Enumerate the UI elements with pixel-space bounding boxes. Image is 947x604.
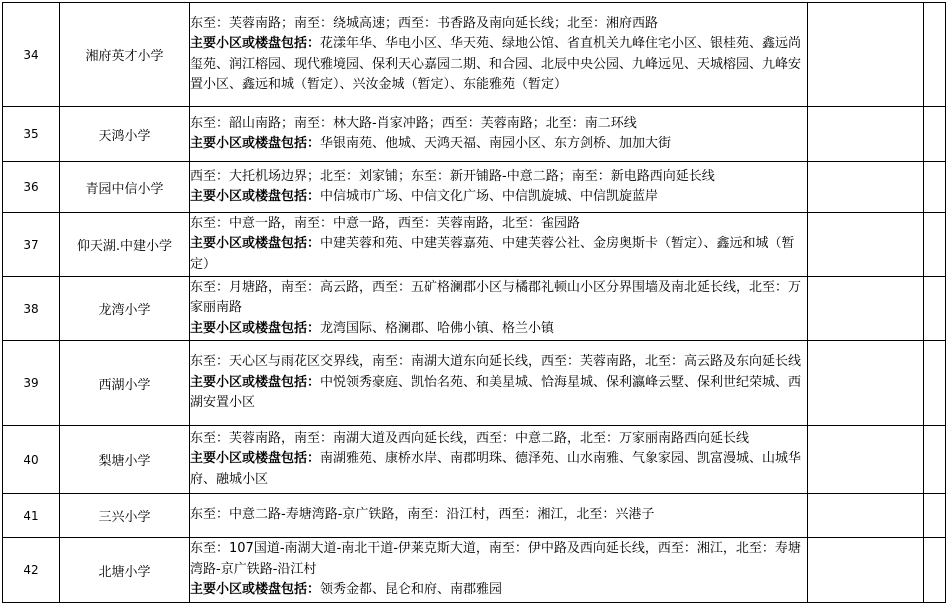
communities-label: 主要小区或楼盘包括： (190, 451, 321, 467)
row-number: 38 (3, 277, 60, 341)
district-description (190, 162, 808, 213)
empty-cell (924, 107, 946, 162)
empty-cell (808, 538, 924, 603)
communities-label: 主要小区或楼盘包括： (190, 136, 321, 151)
communities-label: 主要小区或楼盘包括： (190, 236, 321, 252)
row-number: 40 (3, 426, 60, 494)
table-row (3, 277, 946, 341)
communities-text: 华银南苑、他城、天鸿天福、南园小区、东方剑桥、加加大街 (320, 136, 672, 151)
table-row (3, 426, 946, 494)
communities-label: 主要小区或楼盘包括： (190, 189, 321, 204)
empty-cell (924, 341, 946, 426)
empty-cell (808, 341, 924, 426)
communities-text: 南湖雅苑、康桥水岸、南郡明珠、德泽苑、山水南雅、气象家园、凯富漫城、山城华府、融城小区 (190, 451, 802, 487)
district-description (190, 538, 808, 603)
row-number: 34 (3, 3, 60, 107)
empty-cell (808, 277, 924, 341)
communities-label: 主要小区或楼盘包括： (190, 374, 321, 390)
communities-label: 主要小区或楼盘包括： (190, 582, 321, 598)
empty-cell (924, 162, 946, 213)
row-number: 35 (3, 107, 60, 162)
school-name: 仰天湖.中建小学 (60, 213, 190, 277)
school-name: 天鸿小学 (60, 107, 190, 162)
empty-cell (808, 162, 924, 213)
table-row (3, 162, 946, 213)
boundary-text: 东至：中意一路，南至：中意一路，西至：芙蓉南路，北至：雀园路 (190, 215, 581, 231)
empty-cell (924, 538, 946, 603)
school-name: 三兴小学 (60, 494, 190, 538)
communities-label: 主要小区或楼盘包括： (190, 36, 321, 51)
boundary-text: 东至：韶山南路；南至：林大路-肖家冲路；西至：芙蓉南路；北至：南二环线 (190, 115, 637, 131)
table-row (3, 213, 946, 277)
row-number: 39 (3, 341, 60, 426)
table-row (3, 341, 946, 426)
school-name: 梨塘小学 (60, 426, 190, 494)
boundary-text: 东至：芙蓉南路；南至：绕城高速；西至：书香路及南向延长线；北至：湘府西路 (190, 15, 659, 31)
boundary-text: 东至：中意二路-寿塘湾路-京广铁路，南至：沿江村，西至：湘江，北至：兴港子 (190, 507, 655, 523)
district-description (190, 277, 808, 341)
empty-cell (924, 3, 946, 107)
communities-text: 中悦领秀豪庭、凯怡名苑、和美星城、恰海星城、保利瀛峰云墅、保利世纪荣城、西湖安置小区 (190, 374, 802, 411)
row-number: 41 (3, 494, 60, 538)
row-number: 42 (3, 538, 60, 603)
boundary-text: 西至：大托机场边界；北至：刘家铺；东至：新开铺路-中意二路；南至：新电路西向延长线 (190, 168, 715, 184)
boundary-text: 东至：月塘路，南至：高云路，西至：五矿格澜郡小区与橘郡礼顿山小区分界围墙及南北延长线，北至：万家丽南路 (190, 279, 802, 316)
empty-cell (924, 426, 946, 494)
school-name: 湘府英才小学 (60, 3, 190, 107)
district-description (190, 341, 808, 426)
district-description (190, 3, 808, 107)
district-description (190, 107, 808, 162)
empty-cell (808, 426, 924, 494)
communities-text: 领秀金都、昆仑和府、南郡雅园 (320, 582, 503, 598)
school-name: 龙湾小学 (60, 277, 190, 341)
communities-text: 龙湾国际、格澜郡、哈佛小镇、格兰小镇 (320, 320, 555, 336)
district-description (190, 494, 808, 538)
district-description (190, 213, 808, 277)
table-row (3, 494, 946, 538)
school-name: 青园中信小学 (60, 162, 190, 213)
empty-cell (808, 494, 924, 538)
table-row (3, 107, 946, 162)
empty-cell (924, 277, 946, 341)
communities-text: 中建芙蓉和苑、中建芙蓉嘉苑、中建芙蓉公社、金房奥斯卡（暂定）、鑫远和城（暂定） (190, 236, 795, 272)
boundary-text: 东至：芙蓉南路，南至：南湖大道及西向延长线，西至：中意二路，北至：万家丽南路西向延长线 (190, 430, 750, 446)
school-name: 北塘小学 (60, 538, 190, 603)
empty-cell (808, 213, 924, 277)
row-number: 37 (3, 213, 60, 277)
communities-label: 主要小区或楼盘包括： (190, 320, 321, 336)
table-row (3, 3, 946, 107)
communities-text: 中信城市广场、中信文化广场、中信凯旋城、中信凯旋蓝岸 (320, 189, 659, 204)
district-description (190, 426, 808, 494)
empty-cell (924, 494, 946, 538)
boundary-text: 东至：天心区与雨花区交界线，南至：南湖大道东向延长线，西至：芙蓉南路，北至：高云路及东向延长线 (190, 354, 802, 370)
empty-cell (808, 3, 924, 107)
school-district-table (2, 2, 946, 603)
school-name: 西湖小学 (60, 341, 190, 426)
empty-cell (808, 107, 924, 162)
row-number: 36 (3, 162, 60, 213)
boundary-text: 东至：107国道-南湖大道-南北干道-伊莱克斯大道，南至：伊中路及西向延长线，西至：湘江，北至：寿塘湾路-京广铁路-沿江村 (190, 541, 801, 577)
table-row (3, 538, 946, 603)
empty-cell (924, 213, 946, 277)
communities-text: 花漾年华、华电小区、华天苑、绿地公馆、省直机关九峰住宅小区、银桂苑、鑫远尚玺苑、润江榕园、现代雅境园、保利天心嘉园二期、和合园、北辰中央公园、九峰远见、天城榕园、九峰安置小区、鑫远和城（暂定）、兴汝金城（暂定）、东能雅苑（暂定） (190, 36, 802, 92)
